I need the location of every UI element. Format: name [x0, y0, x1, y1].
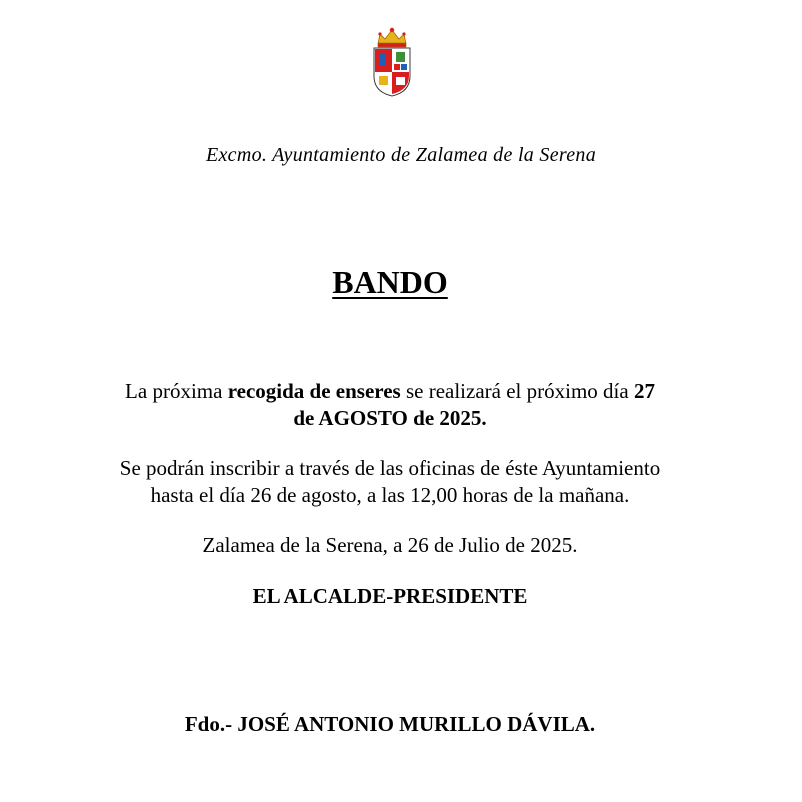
signatory-role: EL ALCALDE-PRESIDENTE — [252, 584, 528, 608]
highlight-date: de AGOSTO de 2025. — [293, 406, 487, 430]
announcement-paragraph — [0, 378, 780, 432]
document-title: BANDO — [332, 264, 448, 300]
institution-name: Excmo. Ayuntamiento de Zalamea de la Serena — [205, 144, 597, 166]
highlight-day: 27 — [633, 379, 655, 403]
paragraph-line: Se podrán inscribir a través de las oficinas de éste Ayuntamiento — [119, 456, 661, 480]
coat-of-arms-icon — [370, 26, 414, 98]
place-and-date: Zalamea de la Serena, a 26 de Julio de 2025. — [202, 533, 578, 557]
highlight-phrase: recogida de enseres — [227, 379, 401, 403]
paragraph-text: La próxima — [125, 379, 228, 403]
paragraph-text: se realizará el próximo día — [400, 379, 634, 403]
paragraph-line: hasta el día 26 de agosto, a las 12,00 horas de la mañana. — [150, 483, 630, 507]
signature-line: Fdo.- JOSÉ ANTONIO MURILLO DÁVILA. — [184, 712, 596, 736]
registration-paragraph — [0, 455, 780, 509]
